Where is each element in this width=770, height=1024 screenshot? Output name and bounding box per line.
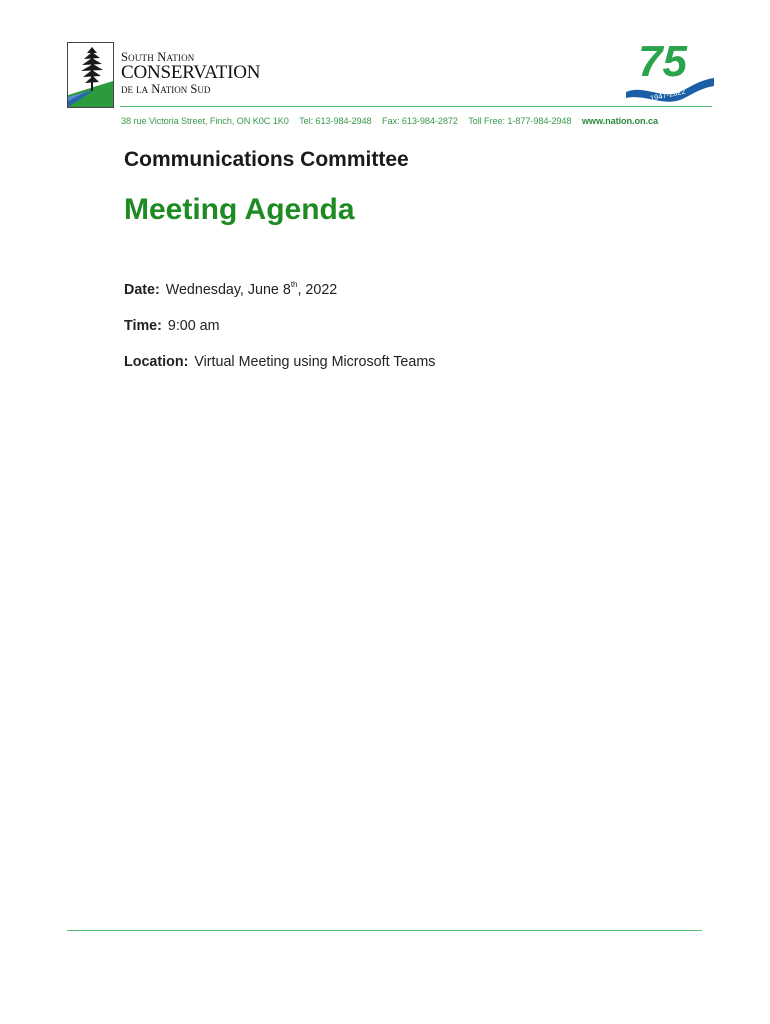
fax: Fax: 613-984-2872 bbox=[381, 116, 458, 126]
tree-landscape-icon bbox=[68, 43, 113, 107]
date-value-year: , 2022 bbox=[297, 282, 338, 298]
date-value-main: Wednesday, June 8 bbox=[165, 282, 291, 298]
street-address: 38 rue Victoria Street, Finch, ON K0C 1K0 bbox=[121, 116, 289, 126]
org-name-line3: de la Nation Sud bbox=[121, 82, 211, 96]
location-value: Virtual Meeting using Microsoft Teams bbox=[194, 354, 436, 370]
org-name-line2: CONSERVATION bbox=[121, 62, 261, 83]
header-divider bbox=[120, 106, 712, 107]
toll-free: Toll Free: 1-877-984-2948 bbox=[468, 116, 572, 126]
footer-divider bbox=[67, 930, 702, 931]
anniversary-number: 75 bbox=[638, 40, 687, 86]
anniversary-years: 1947-2022 bbox=[649, 86, 687, 103]
website-link[interactable]: www.nation.on.ca bbox=[581, 116, 659, 126]
committee-name: Communications Committee bbox=[124, 148, 409, 171]
anniversary-badge-icon bbox=[624, 40, 716, 104]
date-label: Date: bbox=[124, 282, 160, 298]
date-ordinal-suffix: th bbox=[290, 280, 298, 289]
time-label: Time: bbox=[124, 318, 162, 334]
time-value: 9:00 am bbox=[167, 318, 220, 334]
page-title: Meeting Agenda bbox=[124, 193, 355, 226]
location-label: Location: bbox=[124, 354, 189, 370]
org-name-line1: South Nation bbox=[121, 50, 195, 64]
organization-logo bbox=[67, 42, 114, 108]
meeting-time bbox=[124, 318, 220, 334]
organization-name bbox=[121, 50, 260, 96]
telephone: Tel: 613-984-2948 bbox=[299, 116, 372, 126]
contact-line bbox=[121, 116, 658, 126]
meeting-location bbox=[124, 354, 435, 370]
meeting-date bbox=[124, 282, 337, 298]
